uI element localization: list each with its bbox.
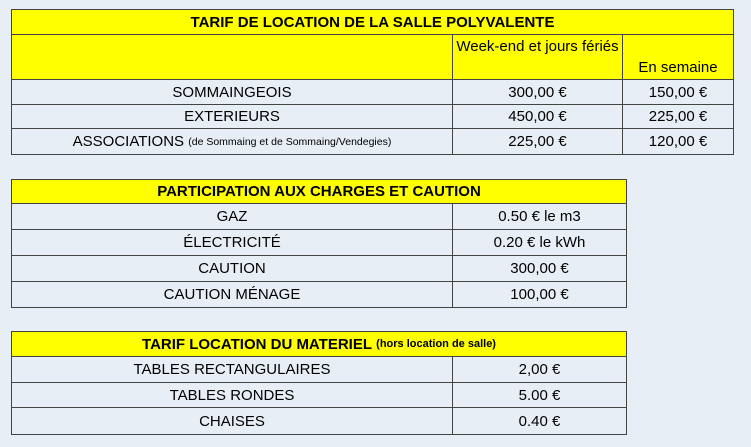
semaine-price: 225,00 € [648, 108, 708, 125]
materiel-title-note: (hors location de salle) [376, 338, 496, 350]
semaine-price: 120,00 € [648, 133, 708, 150]
table-row [12, 256, 626, 282]
table-row [12, 357, 626, 383]
weekend-price: 300,00 € [453, 80, 623, 104]
charges-header [12, 180, 626, 204]
row-label: GAZ [12, 204, 453, 229]
tarif-salle-column-headers [12, 35, 733, 80]
semaine-price: 150,00 € [648, 83, 708, 101]
row-label: CAUTION [12, 256, 453, 281]
weekend-price: 225,00 € [453, 129, 623, 154]
row-value: 2,00 € [518, 361, 561, 378]
row-value: 300,00 € [510, 260, 569, 277]
row-value: 0.40 € [518, 412, 561, 430]
table-row [12, 408, 626, 434]
table-row [12, 230, 626, 256]
row-label: CHAISES [12, 408, 453, 434]
table-row [12, 129, 733, 154]
tarif-salle-header [12, 10, 733, 35]
charges-title: PARTICIPATION AUX CHARGES ET CAUTION [157, 183, 481, 200]
materiel-table [11, 331, 627, 435]
materiel-title: TARIF LOCATION DU MATERIEL [142, 335, 372, 353]
row-value: 100,00 € [510, 286, 569, 303]
row-label: SOMMAINGEOIS [12, 80, 453, 104]
col-semaine-header: En semaine [638, 59, 718, 76]
table-row [12, 80, 733, 105]
tarif-salle-table [11, 9, 734, 155]
row-label-note: (de Sommaing et de Sommaing/Vendegies) [188, 135, 392, 148]
row-value: 0.20 € le kWh [493, 234, 586, 251]
materiel-title-cell [12, 332, 626, 356]
row-label: EXTERIEURS [12, 105, 453, 128]
table-row [12, 282, 626, 307]
row-value: 0.50 € le m3 [498, 208, 581, 225]
row-label: TABLES RECTANGULAIRES [12, 357, 453, 382]
row-label: TABLES RONDES [12, 383, 453, 407]
tarif-salle-title: TARIF DE LOCATION DE LA SALLE POLYVALENTE [190, 13, 555, 31]
charges-table [11, 179, 627, 308]
weekend-price: 450,00 € [453, 105, 623, 128]
row-value: 5.00 € [518, 386, 561, 404]
table-row [12, 383, 626, 408]
table-row [12, 105, 733, 129]
row-label: ASSOCIATIONS [72, 133, 185, 150]
row-label: ÉLECTRICITÉ [12, 230, 453, 255]
row-label: CAUTION MÉNAGE [12, 282, 453, 307]
col-weekend-header: Week-end et jours fériés [453, 35, 623, 79]
materiel-header [12, 332, 626, 357]
row-label-cell [12, 129, 453, 154]
empty-header-cell [12, 35, 453, 79]
table-row [12, 204, 626, 230]
